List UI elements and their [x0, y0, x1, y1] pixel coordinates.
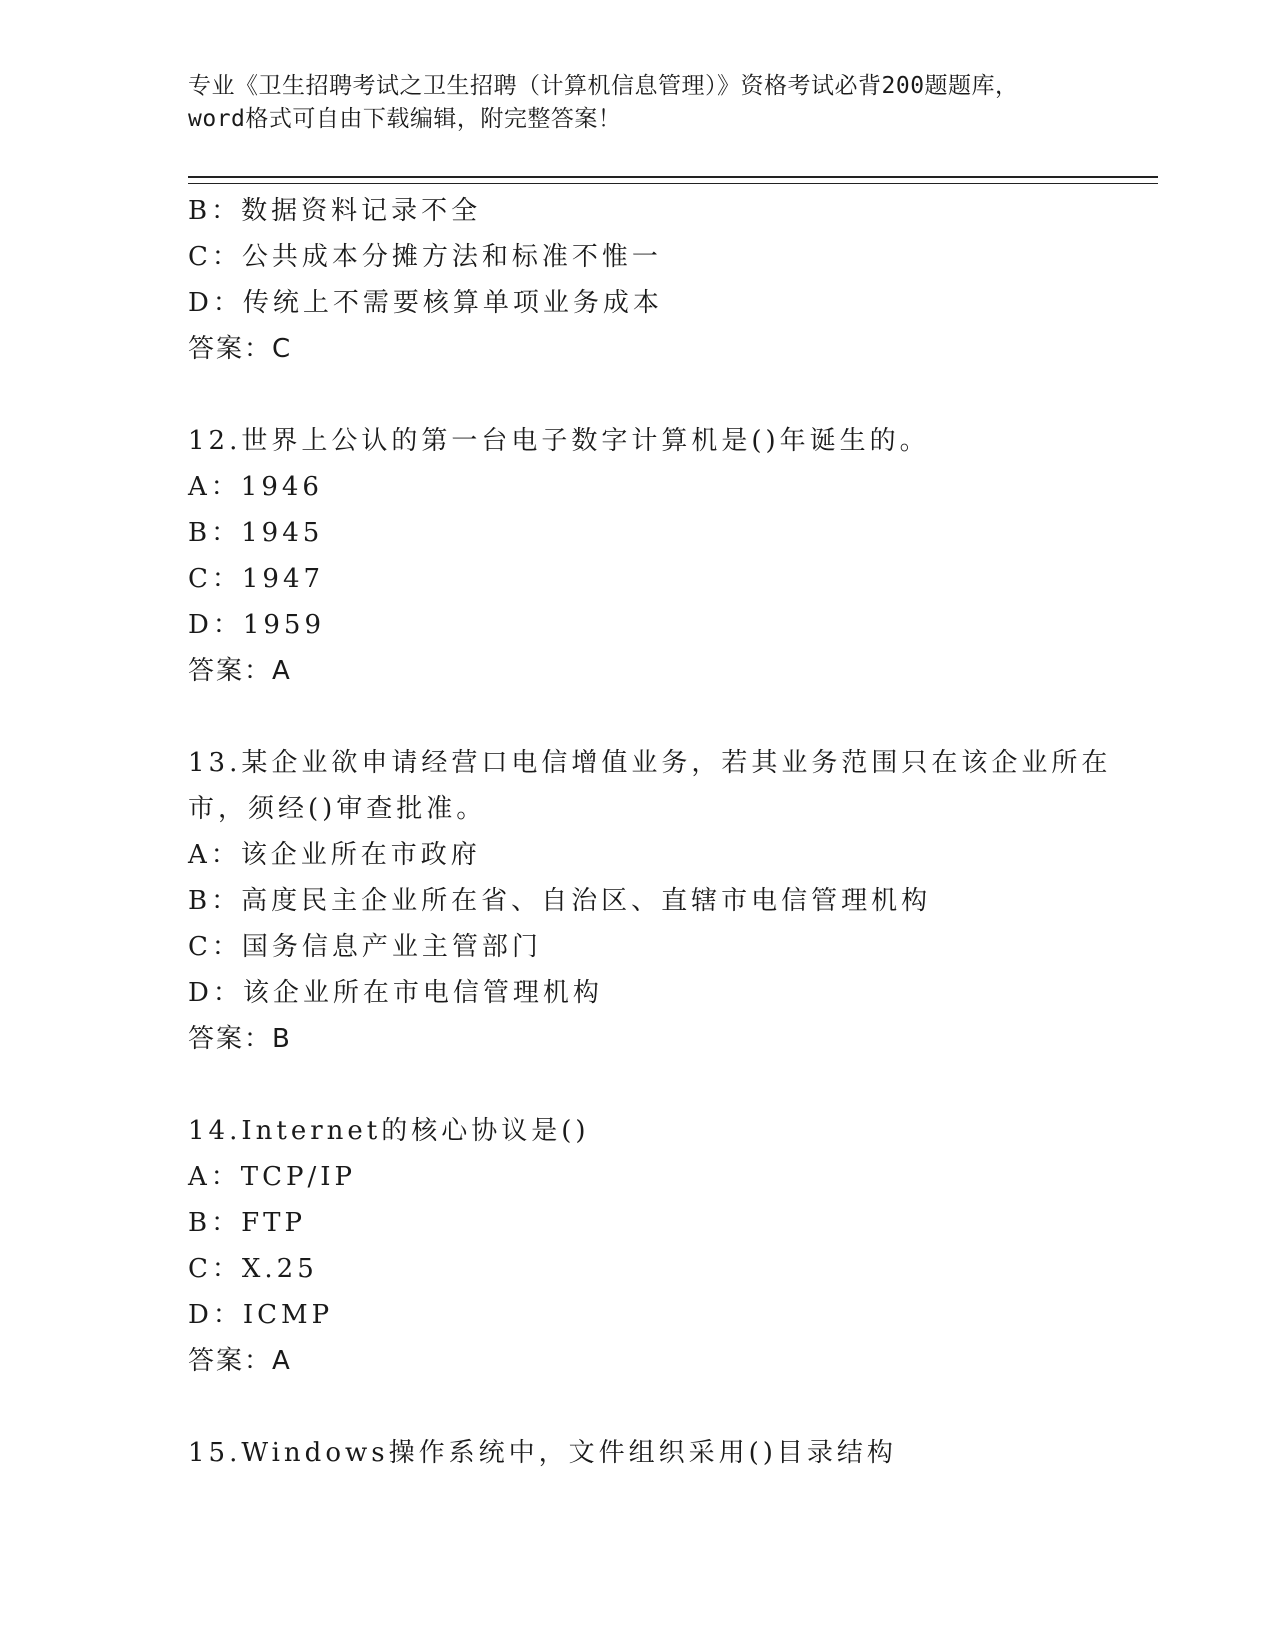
option-c: C：1947: [188, 564, 325, 594]
header-line-2: word格式可自由下载编辑，附完整答案！: [188, 106, 622, 132]
option-d: D：该企业所在市电信管理机构: [188, 978, 603, 1008]
option-b: B：数据资料记录不全: [188, 196, 482, 226]
option-c: C：国务信息产业主管部门: [188, 932, 542, 962]
option-a: A：1946: [188, 472, 323, 502]
spacer: [188, 1384, 1088, 1430]
document-header: [188, 70, 1088, 136]
question-11-tail: [188, 188, 1088, 372]
answer-line: 答案：A: [188, 1346, 292, 1376]
spacer: [188, 1062, 1088, 1108]
question-stem: 15.Windows操作系统中，文件组织采用()目录结构: [188, 1438, 897, 1468]
option-b: B：高度民主企业所在省、自治区、直辖市电信管理机构: [188, 886, 932, 916]
option-c: C：公共成本分摊方法和标准不惟一: [188, 242, 662, 272]
option-d: D：传统上不需要核算单项业务成本: [188, 288, 663, 318]
question-15: [188, 1430, 1088, 1476]
question-stem: 13.某企业欲申请经营口电信增值业务，若其业务范围只在该企业所在: [188, 748, 1112, 778]
header-divider-thin: [188, 183, 1158, 184]
option-c: C：X.25: [188, 1254, 318, 1284]
option-b: B：1945: [188, 518, 324, 548]
answer-line: 答案：B: [188, 1024, 292, 1054]
header-line-1: 专业《卫生招聘考试之卫生招聘（计算机信息管理）》资格考试必背200题题库，: [188, 73, 1019, 99]
spacer: [188, 694, 1088, 740]
question-list: [188, 188, 1112, 1476]
question-12: [188, 418, 1088, 694]
question-stem: 14.Internet的核心协议是(): [188, 1116, 590, 1146]
option-a: A：TCP/IP: [188, 1162, 357, 1192]
question-13: [188, 740, 1112, 1062]
question-stem-continued: 市，须经()审查批准。: [188, 794, 487, 824]
answer-line: 答案：A: [188, 656, 292, 686]
spacer: [188, 372, 1088, 418]
option-b: B：FTP: [188, 1208, 306, 1238]
option-d: D：1959: [188, 610, 326, 640]
question-14: [188, 1108, 1088, 1384]
question-stem: 12.世界上公认的第一台电子数字计算机是()年诞生的。: [188, 426, 930, 456]
option-d: D：ICMP: [188, 1300, 334, 1330]
header-divider-thick: [188, 176, 1158, 178]
answer-line: 答案：C: [188, 334, 293, 364]
option-a: A：该企业所在市政府: [188, 840, 481, 870]
